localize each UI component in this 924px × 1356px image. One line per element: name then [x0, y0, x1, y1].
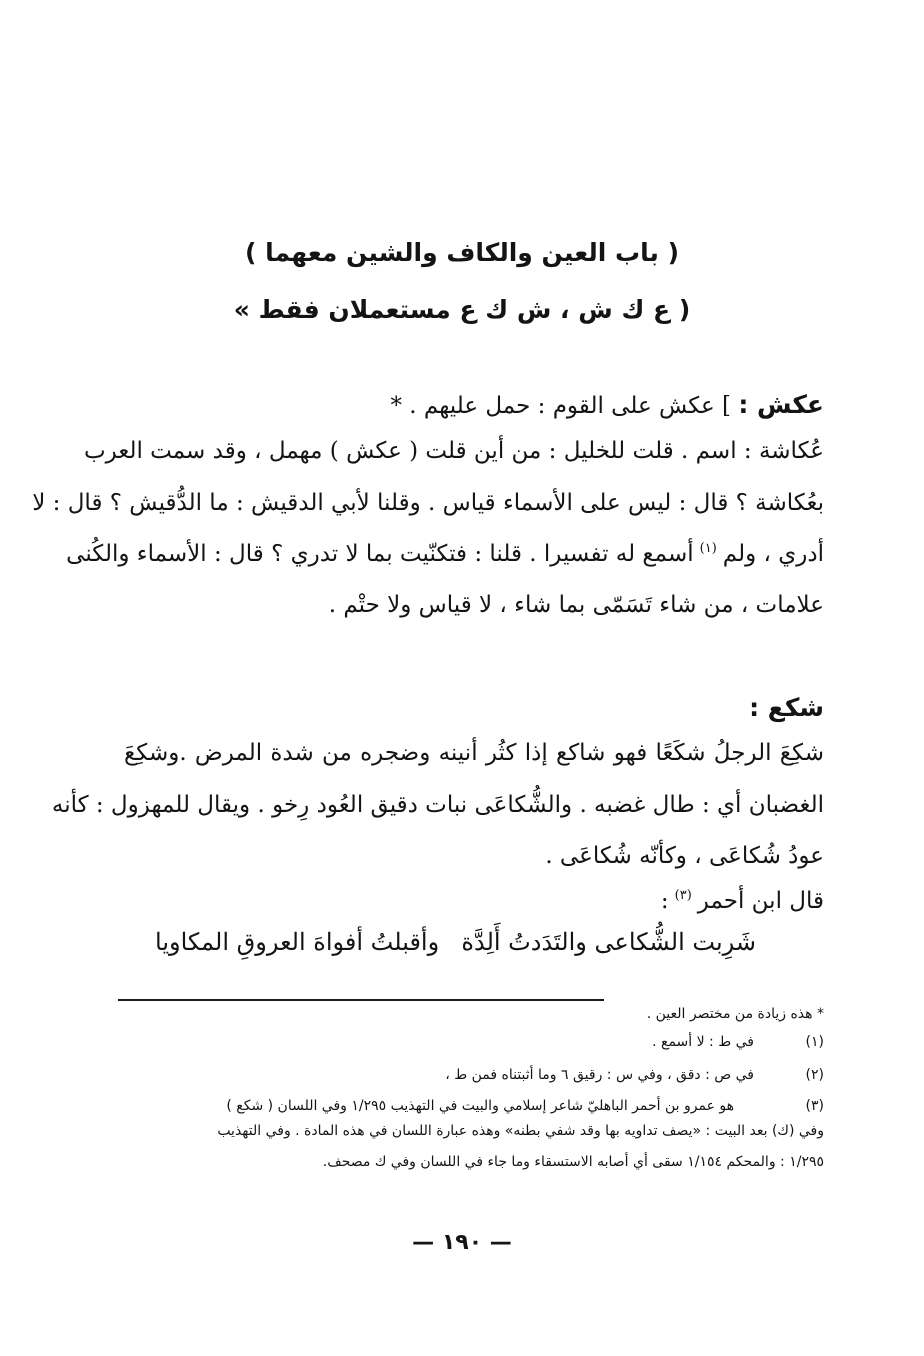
page-number: — ١٩٠ — [412, 1230, 512, 1255]
footnote-2-text: في ص : دقق ، وفي س : رقيق ٦ وما أثبتناه فمن ط ، [445, 1067, 754, 1083]
footnote-ref-1: (١) [699, 541, 717, 557]
entry-aksh-line-1 [124, 390, 824, 419]
entry-shaka-headword-line [124, 693, 824, 722]
entry-aksh-line-3: بعُكاشة ؟ قال : ليس على الأسماء قياس . وقلنا لأبي الدقيش : ما الدُّقيش ؟ قال : لا [32, 490, 824, 516]
entry-shaka-line-1: شكِعَ الرجلُ شكَعًا فهو شاكع إذا كثُر أنينه وضجره من شدة المرض .وشكِعَ [124, 740, 824, 766]
entry-shaka-line-3: عودُ شُكاعَى ، وكأنّه شُكاعَى . [545, 843, 824, 869]
footnote-3-text: هو عمرو بن أحمر الباهليّ شاعر إسلامي والبيت في التهذيب ١/٢٩٥ وفي اللسان ( شكع ) [226, 1098, 734, 1114]
verse-second-hemistich: وأقبلتُ أفواهَ العروقِ المكاويا [155, 928, 440, 956]
chapter-title: ( باب العين والكاف والشين معهما ) [244, 238, 680, 267]
footnote-2-number: (٢) [805, 1067, 824, 1083]
footnote-3-continuation-1: وفي (ك) بعد البيت : «يصف تداويه بها وقد شفي بطنه» وهذه عبارة اللسان في هذه المادة . وفي التهذيب [217, 1123, 824, 1139]
footnote-divider [118, 999, 604, 1001]
footnote-star: * هذه زيادة من مختصر العين . [646, 1006, 824, 1022]
entry-shaka-colon: : [660, 888, 669, 914]
footnote-ref-3: (٣) [674, 888, 692, 904]
footnote-3-number: (٣) [805, 1098, 824, 1114]
footnote-1-text: في ط : لا أسمع . [652, 1034, 754, 1050]
entry-shaka-headword: شكع : [749, 693, 824, 722]
entry-aksh-line-2: عُكاشة : اسم . قلت للخليل : من أين قلت ( عكش ) مهمل ، وقد سمت العرب [84, 438, 824, 464]
entry-aksh-headword: عكش : [738, 390, 824, 419]
entry-aksh-line-4-start: أدري ، ولم [722, 541, 824, 567]
verse-first-hemistich: شَرِبت الشُّكاعى والتَدَدتُ أَلِدَّة [461, 928, 756, 956]
entry-shaka-poet-intro: قال ابن أحمر [697, 888, 824, 914]
entry-aksh-line-4 [66, 541, 824, 567]
entry-aksh-line-4-end: أسمع له تفسيرا . قلنا : فتكنّيت بما لا تدري ؟ قال : الأسماء والكُنى [66, 541, 694, 567]
entry-aksh-definition: ] عكش على القوم : حمل عليهم . * [390, 393, 732, 419]
footnote-3-continuation-2: ١/٢٩٥ : والمحكم ١/١٥٤ سقى أي أصابه الاستسقاء وما جاء في اللسان وفي ك مصحف. [322, 1154, 824, 1170]
chapter-subtitle: ( ع ك ش ، ش ك ع مستعملان فقط » [233, 295, 691, 324]
entry-shaka-line-2: الغضبان أي : طال غضبه . والشُّكاعَى نبات دقيق العُود رِخو . ويقال للمهزول : كأنه [51, 792, 824, 818]
entry-shaka-poet-line [124, 888, 824, 914]
entry-aksh-line-5: علامات ، من شاء تَسَمّى بما شاء ، لا قياس ولا حتْم . [328, 592, 824, 618]
footnote-1-number: (١) [805, 1034, 824, 1050]
